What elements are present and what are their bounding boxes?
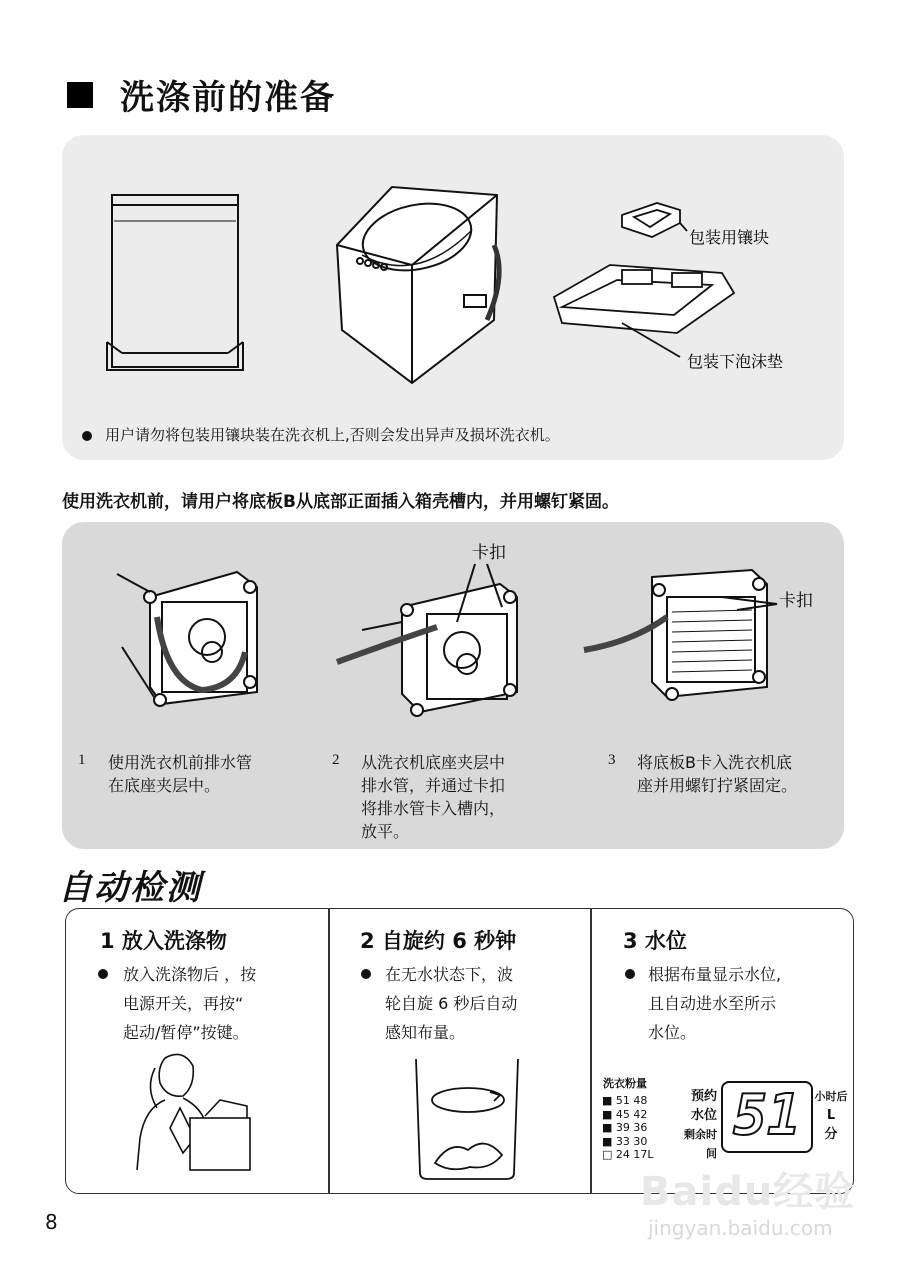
divider [590, 908, 592, 1194]
install-illustrations [62, 522, 844, 722]
bullet-icon [361, 969, 371, 979]
label-foam: 包装下泡沫垫 [687, 352, 784, 371]
cup-icon: ■ [602, 1121, 613, 1134]
cup-icon: ■ [602, 1134, 613, 1148]
label-insert: 包装用镶块 [689, 228, 770, 247]
cup-icon: ■ [602, 1107, 613, 1121]
watermark-brand: Baidu经验 [640, 1169, 856, 1215]
step-number: 2 [332, 752, 340, 768]
col3-heading: 3 水位 [623, 929, 687, 953]
cup-icon: ■ [602, 1094, 613, 1107]
col2-heading: 2 自旋约 6 秒钟 [360, 929, 517, 953]
col1-heading: 1 放入洗涤物 [100, 929, 227, 953]
powder-title: 洗衣粉量 [603, 1077, 647, 1090]
bullet-icon [625, 969, 635, 979]
col2-text: 在无水状态下，波 轮自旋 6 秒后自动 感知布量。 [385, 965, 518, 1042]
auto-detect-title: 自动检测 [58, 868, 202, 908]
tub-spin-illustration [410, 1055, 525, 1185]
packaging-illustration [62, 135, 844, 415]
bullet-icon [98, 969, 108, 979]
col3-text: 根据布量显示水位, 且自动进水至所示 水位。 [648, 965, 782, 1042]
water-level-digits: 51 [733, 1083, 801, 1148]
cup-icon: □ [602, 1148, 613, 1161]
bullet-icon [82, 431, 92, 441]
clip-label-2: 卡扣 [779, 591, 813, 611]
watermark-url: jingyan.baidu.com [648, 1216, 833, 1240]
col1-text: 放入洗涤物后 ，按 电源开关，再按“ 起动/暂停”按键。 [123, 965, 257, 1042]
step-text: 从洗衣机底座夹层中 排水管，并通过卡扣 将排水管卡入槽内， 放平。 [361, 753, 506, 841]
page-number: 8 [45, 1210, 58, 1234]
install-intro: 使用洗衣机前，请用户将底板B从底部正面插入箱壳槽内，并用螺钉紧固。 [62, 492, 619, 512]
display-left-labels: 预约 水位 剩余时间 [684, 1089, 717, 1160]
step-text: 将底板B卡入洗衣机底 座并用螺钉拧紧固定。 [637, 753, 798, 795]
divider [328, 908, 330, 1194]
led-display [721, 1081, 813, 1153]
step-number: 3 [608, 752, 616, 768]
section-square-icon [67, 82, 93, 108]
page-title: 洗涤前的准备 [120, 78, 336, 118]
packaging-note: 用户请勿将包装用镶块装在洗衣机上,否则会发出异声及损坏洗衣机。 [105, 426, 560, 444]
clip-label-1: 卡扣 [472, 543, 506, 563]
step-text: 使用洗衣机前排水管 在底座夹层中。 [108, 753, 253, 795]
woman-loading-illustration [135, 1048, 255, 1174]
step-number: 1 [78, 752, 86, 768]
display-right-labels: 小时后 L 分 [814, 1090, 848, 1142]
powder-table: ■ 51 48 ■ 45 42 ■ 39 36 ■ 33 30 □ 24 17L [602, 1094, 654, 1161]
